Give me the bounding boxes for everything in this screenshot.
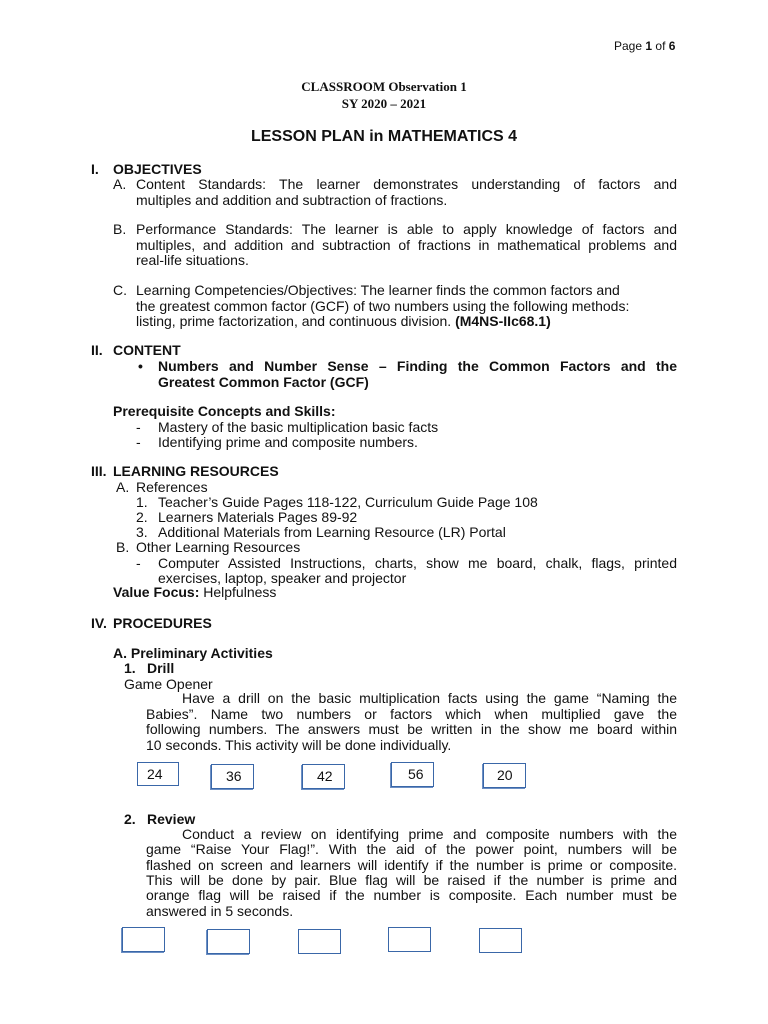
text-line: real-life situations. bbox=[136, 252, 249, 268]
text-line: multiples, and addition and subtraction of fractions in mathematical problems and bbox=[136, 237, 677, 253]
item-letter: C. bbox=[113, 282, 127, 298]
section-heading: LEARNING RESOURCES bbox=[113, 463, 279, 479]
competency-code: (M4NS-IIc68.1) bbox=[455, 313, 551, 329]
item-letter: A. bbox=[113, 176, 127, 192]
text-line: Computer Assisted Instructions, charts, show me board, chalk, flags, printed bbox=[158, 555, 677, 571]
page-label: Page bbox=[614, 39, 643, 53]
text-line: Performance Standards: The learner is able to apply knowledge of factors and bbox=[136, 221, 677, 237]
drill-number-box: 20 bbox=[483, 763, 526, 788]
text-line: Numbers and Number Sense – Finding the Common Factors and the bbox=[158, 358, 677, 374]
value-focus-value: Helpfulness bbox=[203, 584, 277, 600]
subheading: A. Preliminary Activities bbox=[113, 645, 273, 661]
header-line1: CLASSROOM Observation 1 bbox=[301, 79, 467, 94]
section-heading: CONTENT bbox=[113, 342, 181, 358]
page-sep: of bbox=[655, 39, 666, 53]
drill-number-box: 36 bbox=[211, 764, 254, 789]
text-line: Content Standards: The learner demonstrates understanding of factors and bbox=[136, 176, 677, 192]
dash: - bbox=[136, 434, 141, 450]
list-number: 1. bbox=[124, 660, 136, 676]
list-item: Teacher’s Guide Pages 118-122, Curriculum Guide Page 108 bbox=[158, 494, 538, 510]
value-focus bbox=[113, 584, 276, 600]
text-line: 10 seconds. This activity will be done individually. bbox=[146, 737, 452, 753]
dash: - bbox=[136, 555, 141, 571]
section-heading: OBJECTIVES bbox=[113, 161, 202, 177]
bullet-icon: • bbox=[138, 358, 143, 374]
text-line: exercises, laptop, speaker and projector bbox=[158, 570, 407, 586]
text-line: orange flag will be raised if the number is composite. Each number must be bbox=[146, 887, 677, 903]
page-current: 1 bbox=[645, 39, 653, 53]
drill-number-box: 24 bbox=[137, 762, 179, 786]
activity-subtitle: Game Opener bbox=[124, 676, 213, 692]
review-answer-box bbox=[207, 929, 250, 954]
section-num: III. bbox=[91, 463, 107, 479]
value-focus-label: Value Focus: bbox=[113, 584, 200, 600]
text-line: the greatest common factor (GCF) of two numbers using the following methods: bbox=[136, 298, 630, 314]
text-line: following numbers. The answers must be written in the show me board within bbox=[146, 721, 677, 737]
list-item: Additional Materials from Learning Resource (LR) Portal bbox=[158, 524, 506, 540]
section-num: II. bbox=[91, 342, 103, 358]
section-num: IV. bbox=[91, 615, 107, 631]
page-number bbox=[614, 38, 675, 54]
list-item: Learners Materials Pages 89-92 bbox=[158, 509, 358, 525]
dash: - bbox=[136, 419, 141, 435]
review-answer-box bbox=[298, 929, 341, 954]
drill-number-box: 42 bbox=[302, 764, 345, 789]
list-number: 1. bbox=[136, 494, 148, 510]
text-line: References bbox=[136, 479, 208, 495]
text-line: Greatest Common Factor (GCF) bbox=[158, 374, 369, 390]
review-answer-box bbox=[122, 927, 165, 952]
text-line: Conduct a review on identifying prime and composite numbers with the bbox=[182, 826, 677, 842]
text-line: Other Learning Resources bbox=[136, 539, 301, 555]
document-title: LESSON PLAN in MATHEMATICS 4 bbox=[250, 128, 518, 145]
activity-title: Drill bbox=[147, 660, 175, 676]
list-item: Identifying prime and composite numbers. bbox=[158, 434, 418, 450]
item-letter: B. bbox=[113, 221, 127, 237]
text-span: listing, prime factorization, and continuous division. bbox=[136, 313, 452, 329]
subheading: Prerequisite Concepts and Skills: bbox=[113, 403, 336, 419]
text-line: Have a drill on the basic multiplication facts using the game “Naming the bbox=[182, 690, 677, 706]
section-num: I. bbox=[91, 161, 99, 177]
item-letter: A. bbox=[116, 479, 130, 495]
list-item: Mastery of the basic multiplication basic facts bbox=[158, 419, 439, 435]
header-line2: SY 2020 – 2021 bbox=[341, 96, 427, 111]
text-line: Learning Competencies/Objectives: The learner finds the common factors and bbox=[136, 282, 620, 298]
text-line: game “Raise Your Flag!”. With the aid of the power point, numbers will be bbox=[146, 841, 677, 857]
list-number: 2. bbox=[136, 509, 148, 525]
review-answer-box bbox=[388, 927, 431, 952]
review-answer-box bbox=[479, 928, 522, 953]
section-heading: PROCEDURES bbox=[113, 615, 212, 631]
text-line: multiples and addition and subtraction of fractions. bbox=[136, 192, 448, 208]
drill-number-box: 56 bbox=[391, 762, 434, 787]
list-number: 2. bbox=[124, 811, 136, 827]
item-letter: B. bbox=[116, 539, 130, 555]
text-line: Babies”. Name two numbers or factors which when multiplied gave the bbox=[146, 706, 677, 722]
list-number: 3. bbox=[136, 524, 148, 540]
page-total: 6 bbox=[668, 39, 676, 53]
text-line: answered in 5 seconds. bbox=[146, 903, 294, 919]
activity-title: Review bbox=[147, 811, 196, 827]
text-line bbox=[136, 313, 551, 329]
text-line: This will be done by pair. Blue flag will be raised if the number is prime and bbox=[146, 872, 677, 888]
text-line: flashed on screen and learners will identify if the number is prime or composite. bbox=[146, 857, 677, 873]
